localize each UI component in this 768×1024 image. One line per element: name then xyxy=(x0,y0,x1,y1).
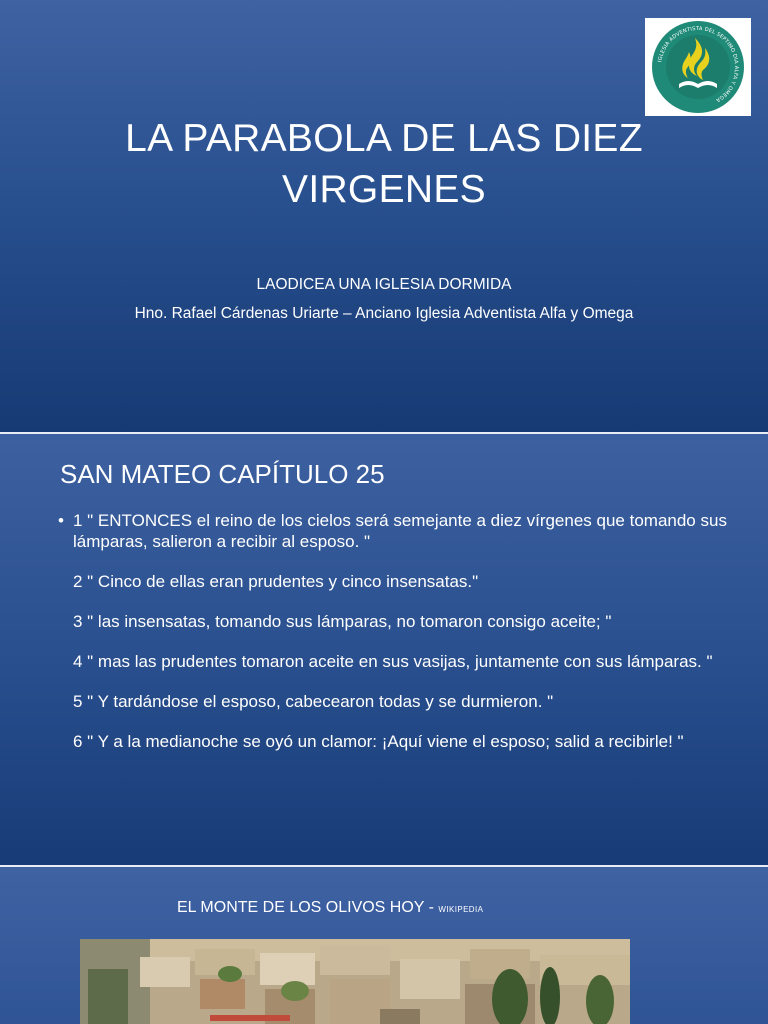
title-line-2: VIRGENES xyxy=(282,168,486,211)
slide-title-text xyxy=(60,113,708,215)
church-logo xyxy=(645,18,751,116)
church-logo-emblem xyxy=(645,18,751,116)
verse-item xyxy=(58,691,738,712)
bullet-icon: • xyxy=(58,511,64,530)
verse-item xyxy=(58,651,738,672)
logo-ring-text: IGLESIA ADVENTISTA DEL SEPTIMO DIA ALFA Y OMEGA xyxy=(657,25,740,103)
verse-list xyxy=(58,510,738,771)
photo-caption xyxy=(177,897,483,921)
caption-text: EL MONTE DE LOS OLIVOS HOY - xyxy=(177,899,439,916)
photo-illustration xyxy=(80,939,630,1024)
verse-text: 4 " mas las prudentes tomaron aceite en sus vasijas, juntamente con sus lámparas. " xyxy=(73,652,713,671)
scripture-heading: SAN MATEO CAPÍTULO 25 xyxy=(60,459,385,489)
verse-item xyxy=(58,611,738,632)
verse-text: 3 " las insensatas, tomando sus lámparas, no tomaron consigo aceite; " xyxy=(73,612,612,631)
verse-text: 5 " Y tardándose el esposo, cabecearon todas y se durmieron. " xyxy=(73,692,554,711)
subtitle-author: Hno. Rafael Cárdenas Uriarte – Anciano Iglesia Adventista Alfa y Omega xyxy=(134,305,634,322)
subtitle-sermon: LAODICEA UNA IGLESIA DORMIDA xyxy=(256,276,512,293)
title-line-1: LA PARABOLA DE LAS DIEZ xyxy=(125,117,643,160)
verse-item xyxy=(58,571,738,592)
verse-item xyxy=(58,510,738,552)
verse-text: 6 " Y a la medianoche se oyó un clamor: ¡Aquí viene el esposo; salid a recibirle! " xyxy=(73,732,684,751)
verse-text: 1 " ENTONCES el reino de los cielos será semejante a diez vírgenes que tomando sus lámparas, salieron a recibir al esposo. " xyxy=(73,511,727,551)
mount-of-olives-photo xyxy=(80,939,630,1024)
verse-item xyxy=(58,731,738,752)
caption-source: WIKIPEDIA xyxy=(438,905,484,914)
slide-title xyxy=(0,0,768,432)
verse-text: 2 " Cinco de ellas eran prudentes y cinco insensatas." xyxy=(73,572,479,591)
